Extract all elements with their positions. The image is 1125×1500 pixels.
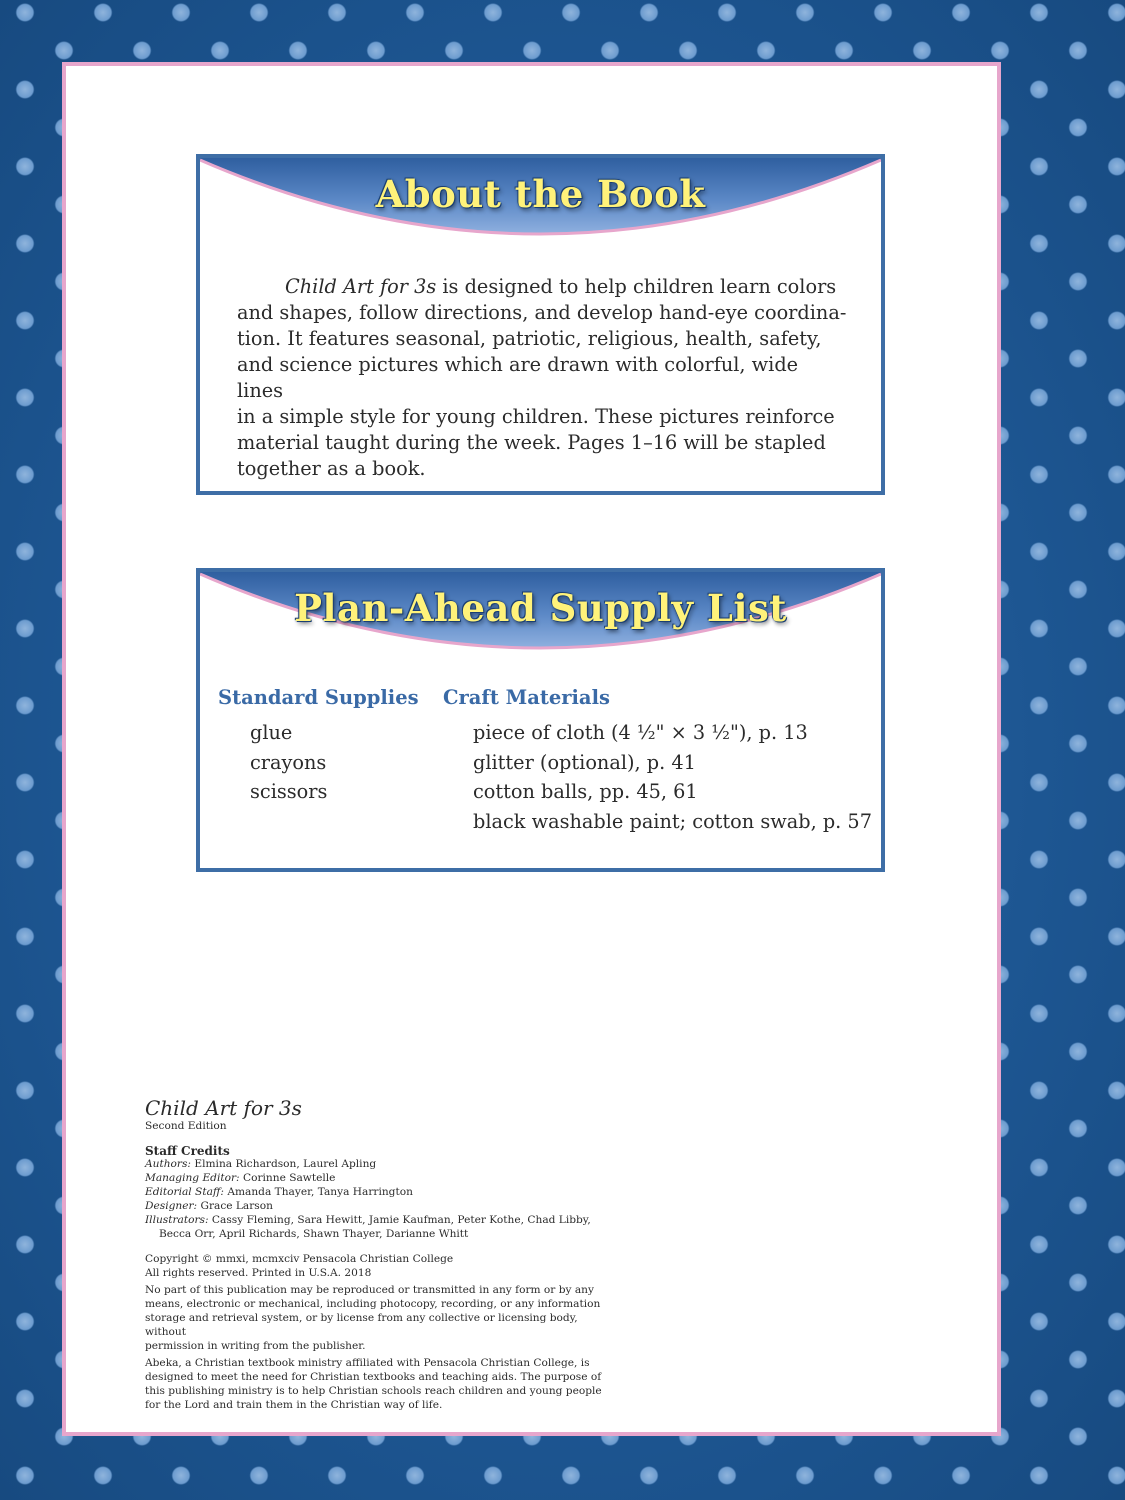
- credits-block: [145, 1096, 615, 1412]
- supply-list-box: [196, 568, 885, 872]
- list-item: piece of cloth (4 ½" × 3 ½"), p. 13: [473, 721, 808, 744]
- about-body: is designed to help children learn colors and shapes, follow directions, and develop hand-eye coordina- tion. It features seasonal, patriotic, religious, health, safety, and science pictures which are drawn with colorful, wide lines in a simple style for young children. These pictures reinforce material taught during the week. Pages 1–16 will be stapled together as a book.: [237, 275, 847, 480]
- standard-supplies-heading: Standard Supplies: [218, 686, 419, 709]
- about-heading: About the Book: [375, 172, 706, 216]
- about-banner: [200, 158, 881, 258]
- about-paragraph: [237, 274, 847, 482]
- staff-line: Designer: Grace Larson: [145, 1199, 273, 1212]
- supply-banner: [200, 572, 881, 672]
- staff-line: Illustrators: Cassy Fleming, Sara Hewitt, Jamie Kaufman, Peter Kothe, Chad Libby,: [145, 1213, 591, 1226]
- staff-line: Editorial Staff: Amanda Thayer, Tanya Harrington: [145, 1185, 413, 1198]
- supply-heading: Plan-Ahead Supply List: [294, 586, 787, 630]
- book-title-italic: Child Art for 3s: [285, 275, 437, 298]
- list-item: black washable paint; cotton swab, p. 57: [473, 809, 872, 833]
- ministry-statement: Abeka, a Christian textbook ministry affiliated with Pensacola Christian College, is designed to meet the need for Christian textbooks and teaching aids. The purpose of this publishing ministry is to help Christian schools reach children and young people for the Lord and train them in the Christian way of life.: [145, 1356, 602, 1411]
- staff-line: Becca Orr, April Richards, Shawn Thayer, Darianne Whitt: [159, 1227, 469, 1240]
- craft-materials-list: [473, 718, 872, 836]
- list-item: glitter (optional), p. 41: [473, 750, 696, 774]
- standard-supplies-list: [250, 718, 327, 807]
- staff-line: Managing Editor: Corinne Sawtelle: [145, 1171, 336, 1184]
- about-the-book-box: [196, 154, 885, 495]
- list-item: scissors: [250, 780, 328, 804]
- credits-book-title: Child Art for 3s: [145, 1096, 302, 1120]
- edition-label: Second Edition: [145, 1120, 227, 1132]
- rights-line: All rights reserved. Printed in U.S.A. 2018: [145, 1267, 372, 1280]
- list-item: crayons: [250, 750, 327, 774]
- staff-credits-heading: Staff Credits: [145, 1144, 230, 1158]
- staff-line: Authors: Elmina Richardson, Laurel Apling: [145, 1158, 377, 1170]
- craft-materials-heading: Craft Materials: [443, 686, 610, 709]
- white-page: [62, 62, 1001, 1436]
- list-item: glue: [250, 721, 293, 744]
- copyright-line: Copyright © mmxi, mcmxciv Pensacola Christian College: [145, 1253, 454, 1266]
- list-item: cotton balls, pp. 45, 61: [473, 780, 698, 804]
- legal-notice: No part of this publication may be reproduced or transmitted in any form or by any means, electronic or mechanical, including photocopy, recording, or any information storage and retrieval system, or by license from any collective or licensing body, without permission in writing from the publisher.: [145, 1284, 601, 1352]
